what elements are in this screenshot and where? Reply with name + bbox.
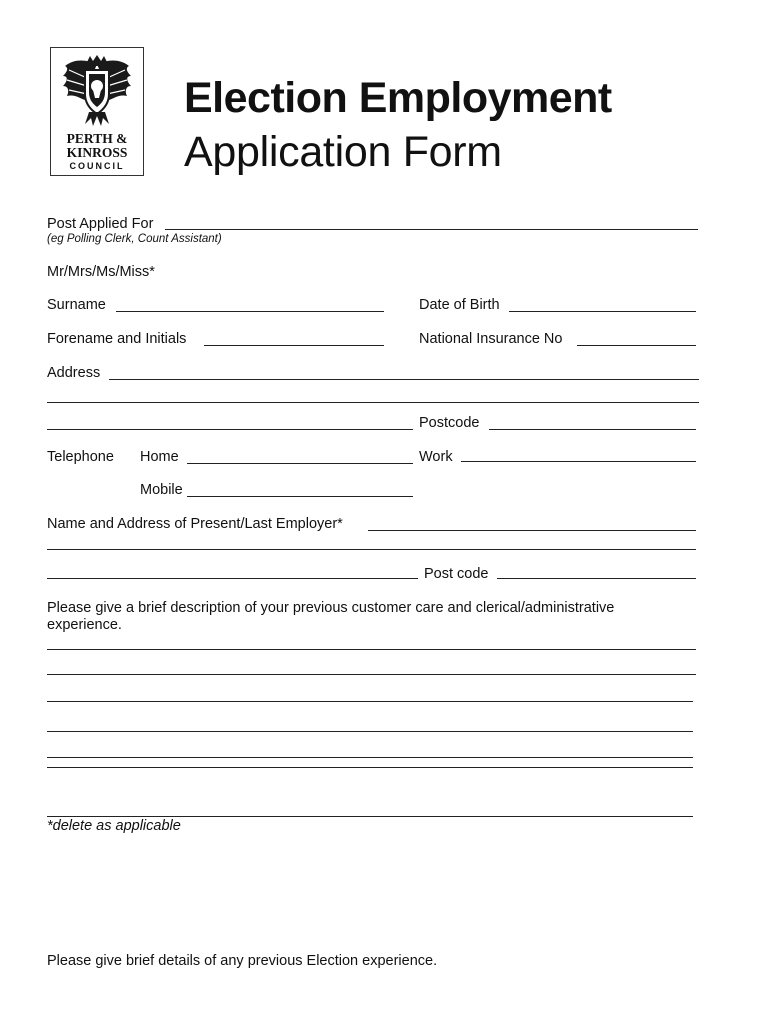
page-title: Election Employment [184,74,612,122]
post-applied-field[interactable] [165,229,698,230]
crest-icon [59,54,135,128]
experience-line-2[interactable] [47,674,696,675]
employer-postcode-field[interactable] [497,578,696,579]
employer-line-3[interactable] [47,578,418,579]
post-applied-label: Post Applied For [47,216,154,232]
ni-field[interactable] [577,345,696,346]
forename-field[interactable] [204,345,384,346]
employer-postcode-label: Post code [424,566,489,582]
post-applied-hint: (eg Polling Clerk, Count Assistant) [47,233,222,245]
work-phone-field[interactable] [461,461,696,462]
work-label: Work [419,449,453,465]
address-line-2[interactable] [47,402,699,403]
ni-label: National Insurance No [419,331,563,347]
forename-label: Forename and Initials [47,331,187,347]
home-label: Home [140,449,179,465]
address-label: Address [47,365,101,381]
dob-label: Date of Birth [419,297,500,313]
experience-line-1[interactable] [47,649,696,650]
employer-line-2[interactable] [47,549,696,550]
home-phone-field[interactable] [187,463,413,464]
surname-label: Surname [47,297,106,313]
experience-line-5[interactable] [47,757,693,758]
experience-line-3[interactable] [47,701,693,702]
dob-field[interactable] [509,311,696,312]
page-subtitle: Application Form [184,128,502,176]
title-label: Mr/Mrs/Ms/Miss* [47,264,155,280]
logo-line-3: COUNCIL [69,161,125,171]
council-logo [50,47,144,176]
experience-prompt: Please give a brief description of your previous customer care and clerical/administrative experience. [47,600,615,633]
mobile-label: Mobile [140,482,183,498]
address-line-1[interactable] [109,379,699,380]
postcode-label: Postcode [419,415,480,431]
postcode-field[interactable] [489,429,696,430]
address-line-3[interactable] [47,429,413,430]
logo-line-1: PERTH & [66,131,128,146]
experience-line-4[interactable] [47,731,693,732]
experience-line-6[interactable] [47,767,693,768]
surname-field[interactable] [116,311,384,312]
election-prompt: Please give brief details of any previous Election experience. [47,953,438,969]
employer-line-1[interactable] [368,530,696,531]
telephone-label: Telephone [47,449,114,465]
experience-line-7[interactable] [47,816,693,817]
delete-note: *delete as applicable [47,818,181,834]
employer-label: Name and Address of Present/Last Employer* [47,516,343,532]
mobile-phone-field[interactable] [187,496,413,497]
logo-line-2: KINROSS [66,145,128,160]
